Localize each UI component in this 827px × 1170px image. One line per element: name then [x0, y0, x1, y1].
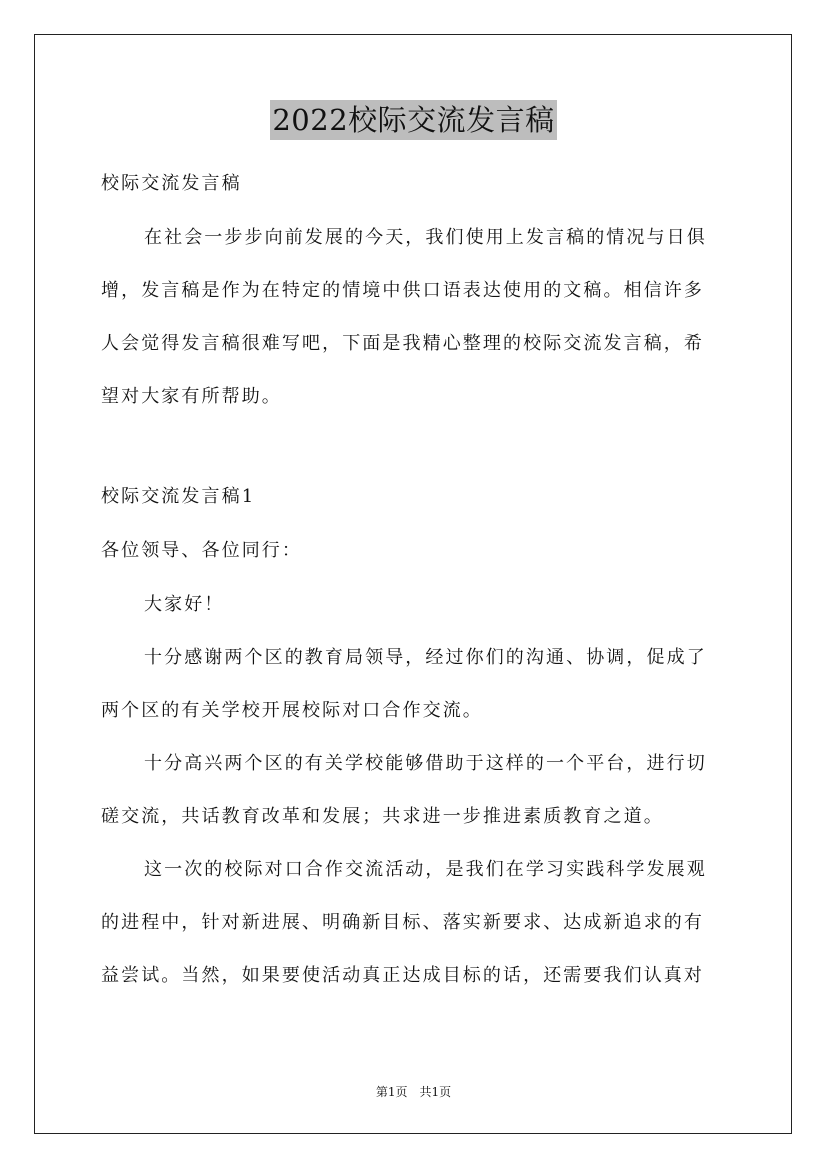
paragraph-line: 十分高兴两个区的有关学校能够借助于这样的一个平台，进行切 [144, 753, 707, 774]
document-body [101, 170, 729, 1015]
section-title: 校际交流发言稿1 [101, 486, 256, 507]
paragraph-line: 两个区的有关学校开展校际对口合作交流。 [101, 700, 483, 721]
page-footer: 第1页 共1页 [375, 1085, 452, 1099]
intro-line: 在社会一步步向前发展的今天，我们使用上发言稿的情况与日俱 [144, 227, 707, 248]
paragraph-line: 的进程中，针对新进展、明确新目标、落实新要求、达成新追求的有 [101, 912, 704, 933]
paragraph-line: 这一次的校际对口合作交流活动，是我们在学习实践科学发展观 [144, 859, 707, 880]
salutation: 各位领导、各位同行： [101, 540, 302, 561]
document-title: 2022校际交流发言稿 [270, 100, 556, 140]
paragraph-line: 益尝试。当然，如果要使活动真正达成目标的话，还需要我们认真对 [101, 965, 704, 986]
title-container [0, 100, 827, 140]
paragraph-line: 磋交流，共话教育改革和发展；共求进一步推进素质教育之道。 [101, 806, 664, 827]
intro-line: 望对大家有所帮助。 [101, 386, 282, 407]
document-heading: 校际交流发言稿 [101, 173, 242, 194]
intro-line: 人会觉得发言稿很难写吧，下面是我精心整理的校际交流发言稿，希 [101, 333, 704, 354]
intro-line: 增，发言稿是作为在特定的情境中供口语表达使用的文稿。相信许多 [101, 280, 704, 301]
greeting: 大家好！ [144, 594, 225, 615]
paragraph-line: 十分感谢两个区的教育局领导，经过你们的沟通、协调，促成了 [144, 647, 707, 668]
